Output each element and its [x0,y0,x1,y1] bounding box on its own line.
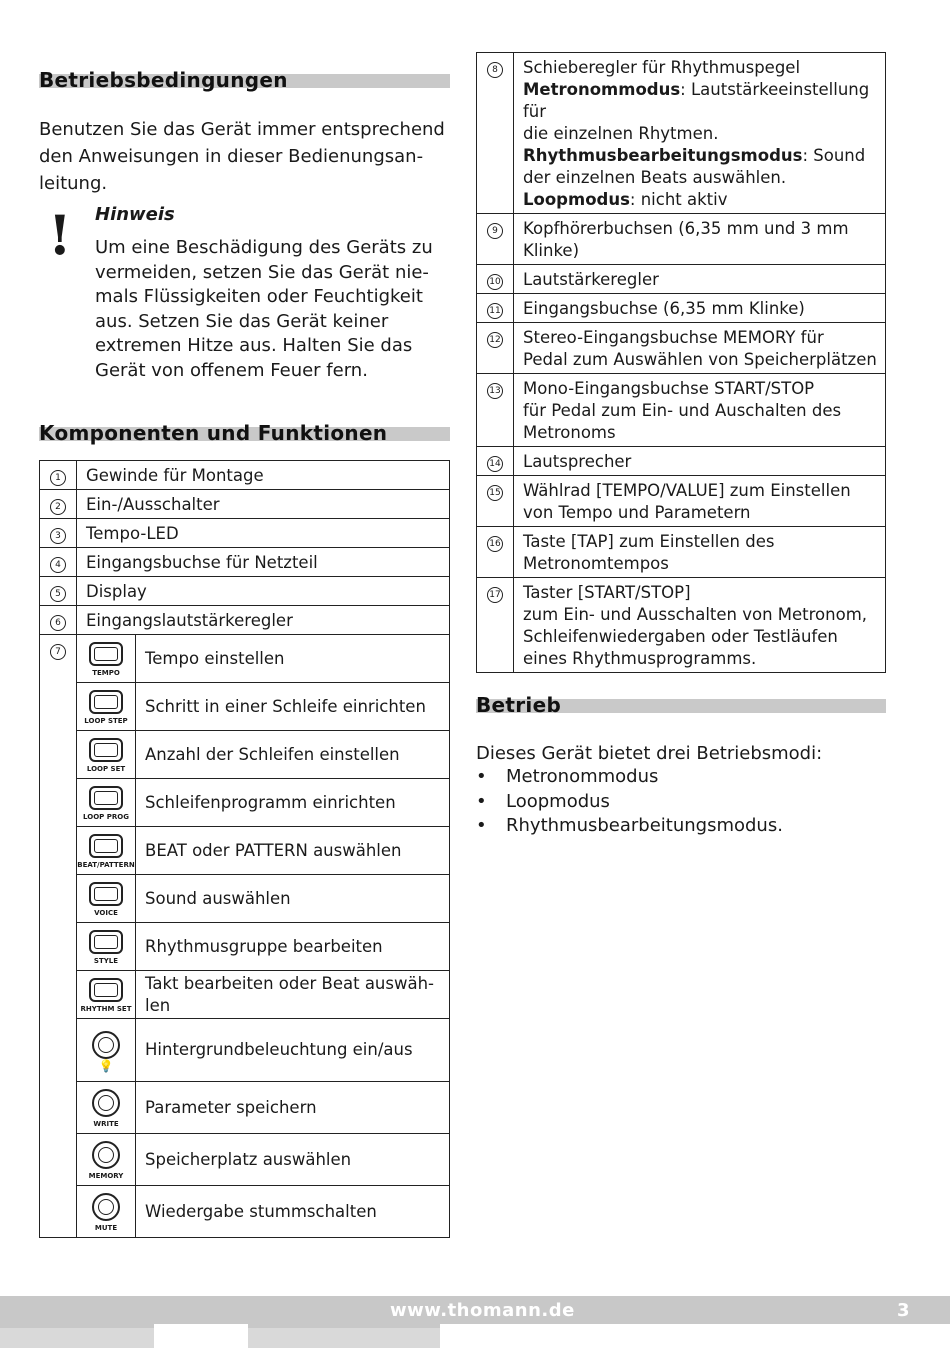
item-number [477,476,514,527]
table-row [40,1134,450,1186]
item-number [477,53,514,214]
label-line: Taster [START/STOP] [523,583,691,602]
list-item: • Rhythmusbearbeitungsmodus. [476,814,783,839]
key-label: LOOP SET [86,764,126,773]
key-label: STYLE [93,956,119,965]
button-function-label: Wiedergabe stummschalten [136,1186,450,1238]
item-label: Display [77,577,450,606]
item-number [477,214,514,265]
label-line: Metronoms [523,423,616,442]
intro-line: den Anweisungen in dieser Bedienungsan- [39,146,424,167]
label-line: Wählrad [TEMPO/VALUE] zum Einstellen [523,481,851,500]
table-row [40,519,450,548]
components-table-right [476,52,886,673]
table-row [477,265,886,294]
item-label: Tempo-LED [77,519,450,548]
table-row [477,476,886,527]
label-line: der einzelnen Beats auswählen. [523,168,787,187]
table-row [477,53,886,214]
heading-betrieb [476,693,886,717]
label-line: Metronomtempos [523,554,669,573]
page-footer [0,1296,950,1348]
button-function-label: Rhythmusgruppe bearbeiten [136,923,450,971]
key-label: LOOP STEP [84,716,128,725]
circled-number: 10 [487,274,503,290]
item-number [477,323,514,374]
item-number [40,548,77,577]
item-number [477,527,514,578]
heading-betriebsbedingungen-text: Betriebsbedingungen [39,68,288,92]
intro-line: leitung. [39,173,108,194]
label-line: : Lautstärkeeinstellung für [523,80,870,121]
table-row [40,606,450,635]
key-label: LOOP PROG [83,812,129,821]
table-row [40,683,450,731]
memory-knob-icon [77,1134,136,1186]
item-label [514,214,886,265]
circled-number: 12 [487,332,503,348]
page-number: 3 [897,1300,910,1321]
note-line: Um eine Beschädigung des Geräts zu [95,237,433,258]
table-row [40,1186,450,1238]
button-function-label: Speicherplatz auswählen [136,1134,450,1186]
label-line: len [145,995,171,1015]
button-function-label: Schritt in einer Schleife einrichten [136,683,450,731]
table-row [40,1082,450,1134]
item-number [477,578,514,673]
circled-number: 14 [487,456,503,472]
label-line: Takt bearbeiten oder Beat auswäh- [145,973,435,993]
item-label: Lautsprecher [514,447,886,476]
table-row [40,635,450,683]
table-row [477,323,886,374]
heading-betriebsbedingungen [39,68,450,92]
note-text [95,236,455,384]
item-label [514,374,886,447]
heading-betrieb-text: Betrieb [476,693,562,717]
item-number [40,461,77,490]
item-label [514,476,886,527]
table-row [40,827,450,875]
circled-number: 15 [487,485,503,501]
rhythm-set-button-icon [77,971,136,1019]
label-line: die einzelnen Rhytmen. [523,124,719,143]
warning-exclamation-icon: ! [48,203,72,267]
table-row [477,527,886,578]
item-label [514,53,886,214]
write-knob-icon [77,1082,136,1134]
table-row [40,923,450,971]
label-line: Pedal zum Auswählen von Speicherplätzen [523,350,877,369]
note-line: extremen Hitze aus. Halten Sie das [95,335,413,357]
footer-highlight-block [154,1324,248,1348]
item-number [477,265,514,294]
item-label: Eingangslautstärkeregler [77,606,450,635]
key-label: RHYTHM SET [80,1004,132,1013]
item-number [40,490,77,519]
note-line: vermeiden, setzen Sie das Gerät nie- [95,261,429,283]
table-row [40,731,450,779]
loop-prog-button-icon [77,779,136,827]
button-function-label: Anzahl der Schleifen einstellen [136,731,450,779]
key-label: MEMORY [88,1172,124,1180]
list-item: • Metronommodus [476,765,783,790]
key-label: WRITE [93,1120,119,1128]
circled-number: 6 [50,615,66,631]
mute-knob-icon [77,1186,136,1238]
label-line: eines Rhythmusprogramms. [523,649,757,668]
item-number [40,519,77,548]
footer-url-link[interactable]: www.thomann.de [390,1300,575,1321]
circled-number: 16 [487,536,503,552]
intro-paragraph [39,116,454,197]
footer-highlight-block [440,1324,950,1348]
mode-name: Loopmodus [523,190,630,209]
button-function-label: Tempo einstellen [136,635,450,683]
circled-number: 8 [487,62,503,78]
item-number [477,447,514,476]
table-row [40,1019,450,1082]
note-line: aus. Setzen Sie das Gerät keiner [95,310,389,332]
betrieb-intro: Dieses Gerät bietet drei Betriebsmodi: [476,743,823,764]
circled-number: 11 [487,303,503,319]
heading-komponenten-text: Komponenten und Funktionen [39,421,388,445]
table-row [477,294,886,323]
circled-number: 2 [50,499,66,515]
backlight-knob-icon [77,1019,136,1082]
label-line: : nicht aktiv [629,190,728,209]
table-row [40,490,450,519]
button-function-label: BEAT oder PATTERN auswählen [136,827,450,875]
voice-button-icon [77,875,136,923]
beat-pattern-button-icon [77,827,136,875]
label-line: zum Ein- und Ausschalten von Metronom, [523,605,868,624]
note-line: mals Flüssigkeiten oder Feuchtigkeit [95,286,423,308]
item-label [514,527,886,578]
table-row [40,779,450,827]
item-number [40,577,77,606]
table-row [477,578,886,673]
item-label: Eingangsbuchse für Netzteil [77,548,450,577]
button-function-label: Hintergrundbeleuchtung ein/aus [136,1019,450,1082]
button-function-label [136,971,450,1019]
item-number [40,606,77,635]
item-number [477,374,514,447]
table-row [477,374,886,447]
circled-number: 13 [487,383,503,399]
note-title: Hinweis [95,204,175,225]
loop-step-button-icon [77,683,136,731]
circled-number: 1 [50,470,66,486]
item-number [477,294,514,323]
note-line: Gerät von offenem Feuer fern. [95,359,368,381]
tempo-button-icon [77,635,136,683]
key-label: VOICE [94,908,118,917]
table-row [40,461,450,490]
label-line: Schleifenwiedergaben oder Testläufen [523,627,838,646]
table-row [477,447,886,476]
item-label [514,578,886,673]
loop-set-button-icon [77,731,136,779]
mode-name: Metronommodus [523,80,681,99]
table-row [477,214,886,265]
label-line: Mono-Eingangsbuchse START/STOP [523,379,815,398]
label-line: Kopfhörerbuchsen (6,35 mm und 3 mm [523,219,849,238]
circled-number: 7 [50,644,66,660]
mode-name: Rhythmusbearbeitungsmodus [523,146,803,165]
key-label: TEMPO [92,668,120,677]
item-label: Lautstärkeregler [514,265,886,294]
label-line: Klinke) [523,241,580,260]
table-row [40,548,450,577]
label-line: Schieberegler für Rhythmuspegel [523,58,801,77]
item-label: Gewinde für Montage [77,461,450,490]
label-line: : Sound [802,146,866,165]
label-line: von Tempo und Parametern [523,503,751,522]
circled-number: 3 [50,528,66,544]
mode-list [476,765,783,839]
table-row [40,971,450,1019]
components-table-left [39,460,450,1238]
button-function-label: Schleifenprogramm einrichten [136,779,450,827]
item-number [40,635,77,1238]
button-function-label: Parameter speichern [136,1082,450,1134]
circled-number: 5 [50,586,66,602]
circled-number: 17 [487,587,503,603]
circled-number: 4 [50,557,66,573]
intro-line: Benutzen Sie das Gerät immer entsprechend [39,119,445,140]
circled-number: 9 [487,223,503,239]
style-button-icon [77,923,136,971]
heading-komponenten [39,421,450,445]
table-row [40,875,450,923]
label-line: für Pedal zum Ein- und Auschalten des [523,401,842,420]
label-line: Stereo-Eingangsbuchse MEMORY für [523,328,824,347]
table-row [40,577,450,606]
button-function-label: Sound auswählen [136,875,450,923]
list-item: • Loopmodus [476,790,783,815]
label-line: Taste [TAP] zum Einstellen des [523,532,775,551]
item-label [514,323,886,374]
key-label: BEAT/PATTERN [77,860,135,869]
lightbulb-icon: 💡 [98,1058,114,1073]
item-label: Ein-/Ausschalter [77,490,450,519]
key-label: MUTE [94,1224,118,1232]
item-label: Eingangsbuchse (6,35 mm Klinke) [514,294,886,323]
